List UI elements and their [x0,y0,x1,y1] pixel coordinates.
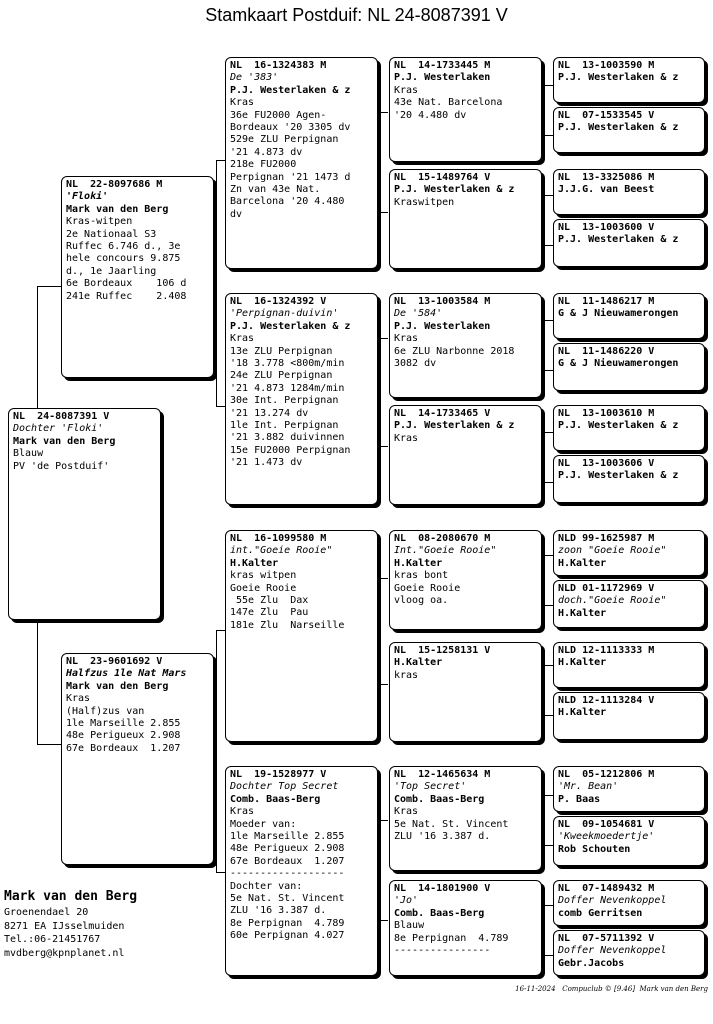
breeder-name: H.Kalter [394,657,443,669]
info-line: hele concours 9.875 [66,253,181,265]
breeder-name: H.Kalter [394,557,443,569]
info-line: 13e ZLU Perpignan [230,345,333,357]
info-line: '21 3.882 duivinnen [230,432,345,444]
ring-number: NL 16-1324392 V [230,296,327,307]
info-line: 6e ZLU Narbonne 2018 [394,345,515,357]
info-line: 1le Marseille 2.855 [230,831,345,843]
pigeon-nickname: Doffer Nevenkoppel [558,945,667,957]
info-line: 36e FU2000 Agen- [230,109,327,121]
info-line: Goeie Rooie [394,582,461,594]
info-line: 181e Zlu Narseille [230,619,345,631]
pigeon-card-g11[interactable] [553,642,705,688]
pigeon-nickname: doch."Goeie Rooie" [558,595,667,607]
connector-line [544,135,553,136]
pigeon-nickname: int."Goeie Rooie" [230,545,333,557]
pigeon-card-g15[interactable] [553,880,705,926]
pigeon-color: Kras [66,693,91,705]
pigeon-color: Kraswitpen [394,196,455,208]
connector-line [544,905,553,906]
connector-line [379,578,388,579]
pigeon-card-g14[interactable] [553,816,705,866]
info-line: 8e Perpignan 4.789 [230,917,345,929]
pigeon-card-g2[interactable] [553,107,705,153]
breeder-name: H.Kalter [558,657,607,669]
pigeon-card-g12[interactable] [553,692,705,740]
pigeon-card-mmm[interactable] [389,880,542,976]
info-line: 241e Ruffec 2.408 [66,290,187,302]
ring-number: NL 13-3325086 M [558,172,655,183]
ring-number: NL 13-1003610 M [558,408,655,419]
breeder-name: P.J. Westerlaken & z [558,122,679,134]
connector-line [37,744,62,745]
info-line: Moeder van: [230,818,297,830]
info-line: Barcelona '20 4.480 [230,196,345,208]
pigeon-color: Kras [230,97,255,109]
breeder-name: comb Gerritsen [558,907,643,919]
ring-number: NL 11-1486220 V [558,346,655,357]
info-line: Bordeaux '20 3305 dv [230,122,351,134]
connector-line [379,338,388,339]
connector-line [544,85,553,86]
info-line: 67e Bordeaux 1.207 [66,742,181,754]
breeder-name: Comb. Baas-Berg [394,793,485,805]
breeder-name: Mark van den Berg [66,203,169,215]
pigeon-nickname: 'Kweekmoedertje' [558,831,655,843]
ring-number: NL 19-1528977 V [230,769,327,780]
info-line: 48e Perigueux 2.908 [230,843,345,855]
pigeon-nickname: De '383' [230,72,279,84]
breeder-name: P.J. Westerlaken & z [558,234,679,246]
breeder-name: G & J Nieuwamerongen [558,358,679,370]
info-line: '20 4.480 dv [394,109,467,121]
ring-number: NL 09-1054681 V [558,819,655,830]
page-title: Stamkaart Postduif: NL 24-8087391 V [205,5,508,25]
info-line: 60e Perpignan 4.027 [230,930,345,942]
breeder-name: Gebr.Jacobs [558,957,625,969]
ring-number: NL 22-8097686 M [66,179,163,190]
connector-line [216,160,225,161]
pigeon-nickname: De '584' [394,308,443,320]
pigeon-card-g1[interactable] [553,57,705,103]
info-line: 48e Perigueux 2.908 [66,730,181,742]
pigeon-color: Kras [394,432,419,444]
ring-number: NL 11-1486217 M [558,296,655,307]
connector-line [544,955,553,956]
connector-line [379,684,388,685]
ring-number: NL 13-1003600 V [558,222,655,233]
pigeon-color: kras bont [394,570,449,582]
pigeon-nickname: Dochter Top Secret [230,781,339,793]
pigeon-card-g4[interactable] [553,219,705,267]
ring-number: NL 16-1324383 M [230,60,327,71]
ring-number: NL 14-1801900 V [394,883,491,894]
owner-street: Groenendael 20 [4,907,89,918]
connector-line [544,845,553,846]
breeder-name: P.J. Westerlaken & z [558,72,679,84]
pigeon-nickname: 'Perpignan-duivin' [230,308,339,320]
breeder-name: Comb. Baas-Berg [230,793,321,805]
info-line: 30e Int. Perpignan [230,395,339,407]
info-line: ZLU '16 3.387 d. [230,905,327,917]
pigeon-nickname: 'Jo' [394,895,419,907]
info-line: 5e Nat. St. Vincent [394,818,509,830]
connector-line [544,245,553,246]
pigeon-card-mff[interactable] [389,530,542,630]
connector-line [544,605,553,606]
ring-number: NL 15-1489764 V [394,172,491,183]
ring-number: NL 12-1465634 M [394,769,491,780]
breeder-name: H.Kalter [558,607,607,619]
connector-line [216,630,225,631]
connector-line [544,195,553,196]
info-line: Perpignan '21 1473 d [230,171,351,183]
connector-line [37,286,38,408]
connector-line [379,820,388,821]
ring-number: NL 13-1003606 V [558,458,655,469]
breeder-name: P.J. Westerlaken & z [558,470,679,482]
breeder-name: Rob Schouten [558,843,631,855]
owner-name: Mark van den Berg [4,889,138,904]
pigeon-nickname: zoon "Goeie Rooie" [558,545,667,557]
connector-line [544,555,553,556]
info-line: Goeie Rooie [230,582,297,594]
footer-credits: 16-11-2024 Compuclub © [9.46] Mark van den Berg [515,985,708,993]
ring-number: NL 05-1212806 M [558,769,655,780]
breeder-name: P.J. Westerlaken [394,320,491,332]
ring-number: NL 15-1258131 V [394,645,491,656]
ring-number: NL 16-1099580 M [230,533,327,544]
pigeon-nickname: 'Top Secret' [394,781,467,793]
ring-number: NLD 99-1625987 M [558,533,655,544]
info-line: dv [230,208,243,220]
breeder-name: Comb. Baas-Berg [394,907,485,919]
ring-number: NL 08-2080670 M [394,533,491,544]
pigeon-card-mfm[interactable] [389,642,542,742]
connector-line [216,406,225,407]
pigeon-color: Kras [394,84,419,96]
breeder-name: P.J. Westerlaken & z [394,420,515,432]
pigeon-card-g5[interactable] [553,293,705,339]
info-line: 529e ZLU Perpignan [230,134,339,146]
pigeon-card-mf[interactable] [225,530,378,742]
breeder-name: H.Kalter [558,557,607,569]
breeder-name: H.Kalter [230,557,279,569]
info-line: (Half)zus van [66,705,145,717]
info-line: Dochter van: [230,880,303,892]
ring-number: NL 14-1733465 V [394,408,491,419]
pigeon-card-fm[interactable] [225,293,378,505]
breeder-name: P. Baas [558,793,601,805]
ring-number: NL 13-1003590 M [558,60,655,71]
info-line: 24e ZLU Perpignan [230,370,333,382]
connector-line [379,446,388,447]
pigeon-card-g10[interactable] [553,580,705,628]
info-line: PV 'de Postduif' [13,460,110,472]
connector-line [544,665,553,666]
pigeon-card-mm[interactable] [225,766,378,976]
info-line: '21 1.473 dv [230,457,303,469]
pigeon-nickname: Doffer Nevenkoppel [558,895,667,907]
breeder-name: H.Kalter [558,707,607,719]
pigeon-card-ff[interactable] [225,57,378,269]
pigeon-nickname: Halfzus 1le Nat Mars [66,668,187,680]
pigeon-card-g3[interactable] [553,169,705,215]
info-line: 67e Bordeaux 1.207 [230,855,345,867]
pigeon-color: Kras [394,806,419,818]
info-line: 1le Marseille 2.855 [66,718,181,730]
pigeon-color: Kras-witpen [66,216,133,228]
breeder-name: P.J. Westerlaken & z [230,320,351,332]
info-line: 1le Int. Perpignan [230,420,339,432]
connector-line [379,212,388,213]
info-line: 15e FU2000 Perpignan [230,444,351,456]
pigeon-card-g8[interactable] [553,455,705,503]
ring-number: NL 07-1489432 M [558,883,655,894]
pigeon-card-father[interactable] [61,176,214,378]
breeder-name: P.J. Westerlaken & z [394,184,515,196]
owner-city: 8271 EA IJsselmuiden [4,920,125,932]
ring-number: NL 24-8087391 V [13,411,110,422]
breeder-name: Mark van den Berg [66,680,169,692]
pigeon-nickname: 'Floki' [66,191,109,203]
ring-number: NL 13-1003584 M [394,296,491,307]
info-line: ------------------- [230,868,345,880]
connector-line [544,715,553,716]
connector-line [379,112,388,113]
pigeon-card-subject[interactable] [8,408,161,620]
pigeon-card-mother[interactable] [61,653,214,865]
ring-number: NLD 12-1113333 M [558,645,655,656]
info-line: 8e Perpignan 4.789 [394,932,509,944]
info-line: '21 13.274 dv [230,407,309,419]
pigeon-nickname: 'Mr. Bean' [558,781,619,793]
pigeon-card-fmf[interactable] [389,293,542,398]
breeder-name: P.J. Westerlaken [394,72,491,84]
pigeon-color: kras witpen [230,570,297,582]
info-line: ---------------- [394,945,491,957]
info-line: 147e Zlu Pau [230,607,309,619]
breeder-name: P.J. Westerlaken & z [558,420,679,432]
info-line: '21 4.873 dv [230,146,303,158]
connector-line [544,482,553,483]
pigeon-card-g6[interactable] [553,343,705,391]
connector-line [544,795,553,796]
pigeon-color: Kras [230,333,255,345]
breeder-name: Mark van den Berg [13,435,116,447]
pigeon-card-g16[interactable] [553,930,705,976]
info-line: '18 3.778 <800m/min [230,358,345,370]
pigeon-card-mmf[interactable] [389,766,542,871]
info-line: Ruffec 6.746 d., 3e [66,241,181,253]
breeder-name: G & J Nieuwamerongen [558,308,679,320]
connector-line [37,620,38,744]
pigeon-card-g9[interactable] [553,530,705,576]
ring-number: NL 23-9601692 V [66,656,163,667]
breeder-name: P.J. Westerlaken & z [230,84,351,96]
info-line: ZLU '16 3.387 d. [394,831,491,843]
connector-line [544,370,553,371]
info-line: 43e Nat. Barcelona [394,97,503,109]
connector-line [216,872,225,873]
info-line: 55e Zlu Dax [230,595,309,607]
ring-number: NL 07-5711392 V [558,933,655,944]
pigeon-color: Blauw [13,448,44,460]
info-line: 3082 dv [394,358,437,370]
pigeon-card-g13[interactable] [553,766,705,812]
connector-line [379,920,388,921]
info-line: '21 4.873 1284m/min [230,382,345,394]
owner-phone: Tel.:06-21451767 [4,934,101,946]
pigeon-card-fff[interactable] [389,57,542,162]
ring-number: NLD 01-1172969 V [558,583,655,594]
connector-line [216,630,217,872]
connector-line [216,160,217,406]
pigeon-card-ffm[interactable] [389,169,542,269]
pigeon-card-g7[interactable] [553,405,705,451]
connector-line [544,432,553,433]
info-line: d., 1e Jaarling [66,265,157,277]
pigeon-nickname: Dochter 'Floki' [13,423,104,435]
ring-number: NL 14-1733445 M [394,60,491,71]
connector-line [37,286,62,287]
ring-number: NL 07-1533545 V [558,110,655,121]
info-line: 6e Bordeaux 106 d [66,278,187,290]
pigeon-color: Kras [230,806,255,818]
pigeon-color: Kras [394,333,419,345]
owner-info [4,888,137,960]
pigeon-card-fmm[interactable] [389,405,542,505]
ring-number: NLD 12-1113284 V [558,695,655,706]
info-line: vloog oa. [394,595,449,607]
info-line: 218e FU2000 [230,159,297,171]
breeder-name: J.J.G. van Beest [558,184,655,196]
pigeon-color: kras [394,669,419,681]
pigeon-color: Blauw [394,920,425,932]
info-line: Zn van 43e Nat. [230,184,321,196]
connector-line [544,320,553,321]
info-line: 2e Nationaal S3 [66,228,157,240]
pigeon-nickname: Int."Goeie Rooie" [394,545,497,557]
info-line: 5e Nat. St. Vincent [230,893,345,905]
owner-email[interactable]: mvdberg@kpnplanet.nl [4,947,125,959]
